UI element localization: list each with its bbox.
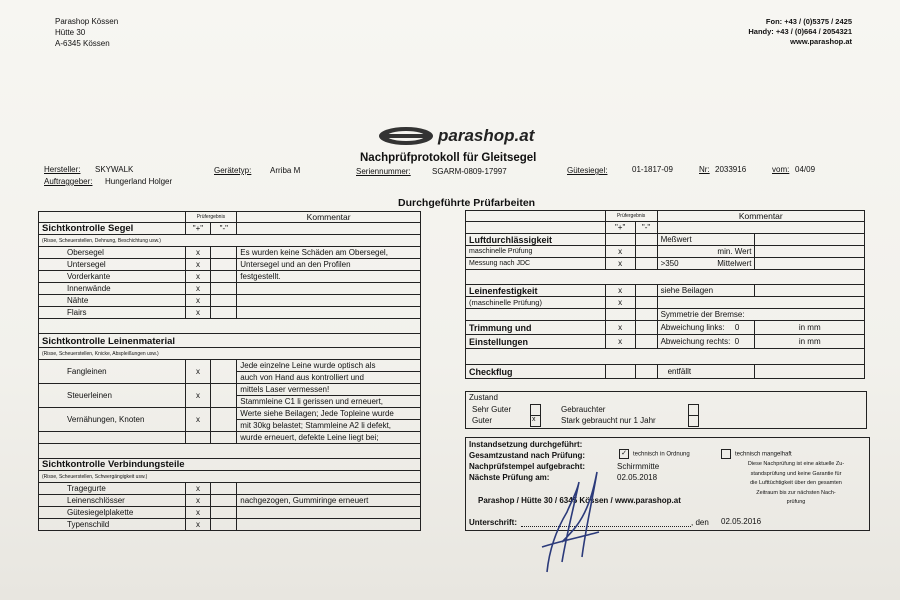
- minus-cell: [635, 285, 657, 297]
- leinenfest-sub: (maschinelle Prüfung): [466, 297, 606, 309]
- plus-mark: x: [605, 297, 635, 309]
- blank-cell: [211, 432, 237, 444]
- group-sub-segel: (Risse, Scheuerstellen, Dehnung, Beschichtung usw.): [39, 235, 421, 247]
- den-label: , den: [691, 518, 709, 527]
- zustand-guter: Guter: [472, 416, 493, 425]
- table-row: [39, 519, 421, 531]
- blank-cell: [185, 432, 211, 444]
- abw-rechts-label: Abweichung rechts:: [660, 337, 731, 346]
- mangel-label: technisch mangelhaft: [735, 451, 792, 458]
- note-line: prüfung: [786, 499, 806, 505]
- zustand-title: Zustand: [469, 393, 498, 402]
- mittelwert-label: Mittelwert: [717, 259, 752, 268]
- serien-label: Seriennummer:: [356, 167, 411, 176]
- comment-cell: wurde erneuert, defekte Leine liegt bei;: [237, 432, 421, 444]
- comment-cell: [237, 519, 421, 531]
- spacer-row: [466, 270, 865, 285]
- minus-cell: [635, 297, 657, 309]
- ok-checkbox[interactable]: ✓: [619, 449, 629, 459]
- minus-cell: [211, 360, 237, 384]
- table-row: [39, 360, 421, 372]
- row-label: Vernähungen, Knoten: [39, 408, 186, 432]
- note-line: standsprüfung und keine Garantie für: [750, 470, 842, 477]
- company-street: Hütte 30: [55, 28, 86, 37]
- logo-text: parashop.at: [438, 126, 535, 145]
- plus-mark: x: [605, 258, 635, 270]
- ok-label: technisch in Ordnung: [633, 451, 690, 458]
- row-label: Steuerleinen: [39, 384, 186, 408]
- comment-cell: mit 30kg belastet; Stammleine A2 li defekt,: [237, 420, 421, 432]
- company-city: A-6345 Kössen: [55, 39, 110, 48]
- row-label: Obersegel: [39, 247, 186, 259]
- blank-cell: [39, 432, 186, 444]
- luft-row-label: Messung nach JDC: [466, 258, 606, 270]
- comment-cell: [237, 283, 421, 295]
- comment-cell: siehe Beilagen: [657, 285, 755, 297]
- row-label: Fangleinen: [39, 360, 186, 384]
- minus-cell: [211, 247, 237, 259]
- col-plus: "+": [185, 223, 211, 235]
- blank-cell: [657, 297, 864, 309]
- section-title: Durchgeführte Prüfarbeiten: [398, 197, 536, 209]
- blank-cell: [657, 222, 864, 234]
- comment-cell: nachgezogen, Gummiringe erneuert: [237, 495, 421, 507]
- table-row: [39, 259, 421, 271]
- checkflug-title: Checkflug: [466, 365, 606, 379]
- blank-cell: [755, 246, 865, 258]
- plus-mark: x: [605, 321, 635, 335]
- minus-cell: [211, 408, 237, 432]
- minus-cell: [211, 483, 237, 495]
- plus-mark: x: [185, 307, 211, 319]
- ok-option[interactable]: [619, 449, 690, 459]
- table-row: [39, 483, 421, 495]
- row-label: Vorderkante: [39, 271, 186, 283]
- plus-mark: x: [185, 408, 211, 432]
- luft-title: Luftdurchlässigkeit: [466, 234, 606, 246]
- company-web: www.parashop.at: [790, 37, 852, 46]
- row-label: Leinenschlösser: [39, 495, 186, 507]
- col-pruef: Prüfergebnis: [605, 211, 657, 222]
- comment-cell: festgestellt.: [237, 271, 421, 283]
- vom-label: vom:: [772, 165, 790, 174]
- comment-cell: Stammleine C1 li gerissen und erneuert,: [237, 396, 421, 408]
- note-line: Zeitraum bis zur nächsten Nach-: [756, 489, 836, 496]
- document-title: Nachprüfprotokoll für Gleitsegel: [360, 152, 537, 164]
- col-plus: "+": [605, 222, 635, 234]
- col-kommentar: Kommentar: [657, 211, 864, 222]
- blank-cell: [635, 234, 657, 246]
- abw-rechts-value: 0: [734, 337, 740, 346]
- disclaimer-note: [731, 460, 861, 508]
- group-title-verbindung: Sichtkontrolle Verbindungsteile: [39, 459, 421, 471]
- group-title-leinen: Sichtkontrolle Leinenmaterial: [39, 334, 421, 348]
- minus-cell: [635, 258, 657, 270]
- row-label: Untersegel: [39, 259, 186, 271]
- comment-cell: [237, 483, 421, 495]
- plus-mark: x: [185, 384, 211, 408]
- row-label: Tragegurte: [39, 483, 186, 495]
- minus-cell: [635, 321, 657, 335]
- plus-mark: x: [605, 285, 635, 297]
- minus-cell: [211, 295, 237, 307]
- zustand-gebrauchter: Gebrauchter: [561, 405, 606, 414]
- minus-cell: [211, 507, 237, 519]
- vom-value: 04/09: [795, 165, 816, 174]
- table-row: [39, 247, 421, 259]
- abw-rechts-cell: [657, 335, 755, 349]
- nr-label: Nr:: [699, 165, 710, 174]
- company-contact: [748, 17, 852, 47]
- instand-l4: Nächste Prüfung am:: [469, 473, 550, 482]
- plus-mark: x: [605, 335, 635, 349]
- plus-mark: x: [185, 247, 211, 259]
- comment-cell: Es wurden keine Schäden am Obersegel,: [237, 247, 421, 259]
- hersteller-label: Hersteller:: [44, 165, 81, 174]
- plus-mark: x: [185, 360, 211, 384]
- zustand-guter-mark: x: [532, 416, 536, 423]
- blank-cell: [635, 365, 657, 379]
- row-label: Gütesiegelplakette: [39, 507, 186, 519]
- handwritten-signature: [537, 462, 607, 582]
- company-handy: Handy: +43 / (0)664 / 2054321: [748, 27, 852, 36]
- blank-cell: [635, 309, 657, 321]
- plus-mark: x: [605, 246, 635, 258]
- comment-cell: [237, 295, 421, 307]
- zustand-checkbox[interactable]: [530, 404, 541, 427]
- plus-mark: x: [185, 507, 211, 519]
- blank-cell: [755, 234, 865, 246]
- guete-label: Gütesiegel:: [567, 166, 608, 175]
- blank-cell: [605, 234, 635, 246]
- minus-cell: [211, 259, 237, 271]
- abw-links-value: 0: [734, 323, 740, 332]
- table-row: [39, 283, 421, 295]
- table-row: [39, 495, 421, 507]
- zustand-sehr-guter: Sehr Guter: [472, 405, 512, 414]
- col-minus: "-": [211, 223, 237, 235]
- comment-cell: Werte siehe Beilagen; Jede Topleine wurde: [237, 408, 421, 420]
- blank-cell: [755, 365, 865, 379]
- blank-cell: [755, 258, 865, 270]
- trimm-title: Einstellungen: [466, 335, 606, 349]
- minus-cell: [635, 335, 657, 349]
- group-sub-leinen: (Risse, Scheuerstellen, Knicke, Abspleißungen usw.): [39, 348, 421, 360]
- minus-cell: [211, 495, 237, 507]
- naechste-value: 02.05.2018: [617, 473, 658, 482]
- minus-cell: [211, 384, 237, 408]
- datum-value: 02.05.2016: [721, 517, 762, 526]
- minus-cell: [211, 283, 237, 295]
- auftraggeber-label: Auftraggeber:: [44, 177, 93, 186]
- blank-cell: [466, 222, 606, 234]
- hersteller-value: SKYWALK: [95, 165, 134, 174]
- company-phone: Fon: +43 / (0)5375 / 2425: [765, 17, 852, 26]
- plus-mark: x: [185, 259, 211, 271]
- plus-mark: x: [185, 483, 211, 495]
- plus-mark: x: [185, 283, 211, 295]
- spacer-row: [466, 349, 865, 365]
- right-inspection-table: [465, 210, 865, 379]
- comment-cell: [237, 223, 421, 235]
- plus-mark: x: [185, 519, 211, 531]
- company-name: Parashop Kössen: [55, 17, 119, 26]
- minus-cell: [635, 246, 657, 258]
- plus-mark: x: [185, 495, 211, 507]
- geraetetyp-label: Gerätetyp:: [214, 166, 252, 175]
- col-pruef: Prüfergebnis: [185, 212, 237, 223]
- zustand-stark: Stark gebraucht nur 1 Jahr: [561, 416, 656, 425]
- group-sub-verbindung: (Risse, Scheuerstellen, Schwergängigkeit usw.): [39, 471, 421, 483]
- comment-cell: Jede einzelne Leine wurde optisch als: [237, 360, 421, 372]
- table-row: [39, 307, 421, 319]
- minus-cell: [211, 307, 237, 319]
- table-row: [39, 384, 421, 396]
- comment-cell: Untersegel und an den Profilen: [237, 259, 421, 271]
- guete-value: 01-1817-09: [632, 165, 673, 174]
- minus-cell: [211, 519, 237, 531]
- instand-l2: Gesamtzustand nach Prüfung:: [469, 451, 586, 460]
- header-spacer: [39, 212, 186, 223]
- unit-label: in mm: [755, 321, 865, 335]
- company-address: [55, 16, 118, 49]
- stempel-value: Schirmmitte: [617, 462, 660, 471]
- mittelwert-value: >350: [660, 259, 679, 268]
- checkflug-comment: entfällt: [657, 365, 755, 379]
- col-kommentar: Kommentar: [237, 212, 421, 223]
- zustand-checkbox-2[interactable]: [688, 404, 699, 427]
- row-label: Typenschild: [39, 519, 186, 531]
- abw-links-cell: [657, 321, 755, 335]
- col-minus: "-": [635, 222, 657, 234]
- instand-l1: Instandsetzung durchgeführt:: [469, 440, 583, 449]
- blank-cell: [755, 285, 865, 297]
- blank-cell: [605, 309, 635, 321]
- comment-cell: [237, 307, 421, 319]
- symmetrie-label: Symmetrie der Bremse:: [657, 309, 864, 321]
- parashop-logo: [378, 126, 534, 146]
- auftraggeber-value: Hungerland Holger: [105, 177, 173, 186]
- geraetetyp-value: Arriba M: [270, 166, 301, 175]
- nr-value: 2033916: [715, 165, 747, 174]
- table-row: [39, 295, 421, 307]
- blank-cell: [605, 365, 635, 379]
- unit-label: in mm: [755, 335, 865, 349]
- zustand-box: [465, 391, 867, 429]
- row-label: Nähte: [39, 295, 186, 307]
- mangel-option[interactable]: [721, 449, 792, 459]
- mangel-checkbox[interactable]: [721, 449, 731, 459]
- note-line: Diese Nachprüfung ist eine aktuelle Zu-: [747, 461, 845, 467]
- comment-cell: mittels Laser vermessen!: [237, 384, 421, 396]
- leinenfest-title: Leinenfestigkeit: [466, 285, 606, 297]
- instandsetzung-box: [465, 437, 870, 531]
- instand-l3: Nachprüfstempel aufgebracht:: [469, 462, 586, 471]
- unterschrift-label: Unterschrift:: [469, 518, 518, 527]
- comment-cell: [237, 507, 421, 519]
- table-row: [39, 408, 421, 420]
- blank-cell: [466, 309, 606, 321]
- group-title-segel: Sichtkontrolle Segel: [39, 223, 186, 235]
- messwert-label: Meßwert: [657, 234, 755, 246]
- table-row: [39, 507, 421, 519]
- min-wert-label: min. Wert: [657, 246, 755, 258]
- parashop-logo-icon: [378, 126, 434, 146]
- note-line: die Lufttüchtigkeit über den gesamten: [750, 480, 842, 486]
- luft-row-label: maschinelle Prüfung: [466, 246, 606, 258]
- row-label: Flairs: [39, 307, 186, 319]
- abw-links-label: Abweichung links:: [660, 323, 725, 332]
- mittelwert-cell: [657, 258, 755, 270]
- trimm-title: Trimmung und: [466, 321, 606, 335]
- plus-mark: x: [185, 295, 211, 307]
- serien-value: SGARM-0809-17997: [432, 167, 507, 176]
- row-label: Innenwände: [39, 283, 186, 295]
- spacer-row: [39, 444, 421, 459]
- spacer-row: [39, 319, 421, 334]
- header-spacer: [466, 211, 606, 222]
- plus-mark: x: [185, 271, 211, 283]
- comment-cell: auch von Hand aus kontrolliert und: [237, 372, 421, 384]
- table-row: [39, 271, 421, 283]
- footer-address: Parashop / Hütte 30 / 6345 Kössen / www.parashop.at: [478, 496, 681, 505]
- left-inspection-table: [38, 211, 421, 531]
- minus-cell: [211, 271, 237, 283]
